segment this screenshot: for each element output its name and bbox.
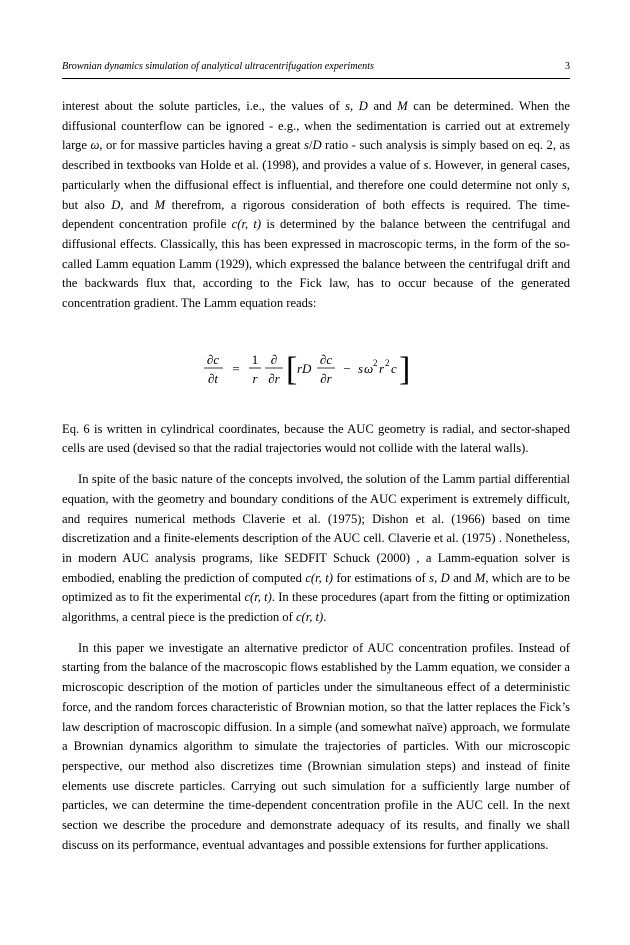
- frac3-denominator: ∂r: [320, 370, 332, 386]
- text-run: ,: [434, 570, 441, 585]
- text-run: D: [358, 99, 368, 113]
- text-run: s: [429, 570, 435, 585]
- text-run: ratio - such analysis is simply based on eq. 2, as described in textbooks van Holde et al. (1998), and provides a value of: [62, 138, 570, 173]
- running-header: [62, 60, 570, 74]
- term-omega: ω: [364, 360, 374, 376]
- text-run: D: [312, 138, 322, 153]
- text-run: ω: [90, 138, 100, 153]
- paragraph-3: [62, 470, 570, 628]
- text-run: s: [561, 177, 567, 192]
- header-rule: [62, 78, 570, 79]
- paragraph-2: Eq. 6 is written in cylindrical coordinates, because the AUC geometry is radial, and sector-shaped cells are used (devised so that the radial trajectories would not collide with the lateral walls).: [62, 421, 570, 456]
- exponent-r: 2: [385, 357, 390, 368]
- text-run: s: [423, 158, 429, 173]
- text-run: , and: [120, 197, 155, 212]
- page-number: 3: [564, 61, 570, 72]
- open-bracket: [: [286, 350, 298, 388]
- text-run: c(r, t): [305, 570, 333, 585]
- frac2-denominator: ∂r: [268, 370, 280, 386]
- equals-sign: =: [232, 360, 240, 376]
- text-run: M: [474, 570, 486, 585]
- text-run: c(r, t): [231, 217, 262, 232]
- text-run: and: [449, 570, 475, 585]
- text-run: D: [440, 570, 450, 585]
- text-run: M: [154, 197, 166, 212]
- term-c: c: [391, 360, 397, 376]
- text-run: s: [304, 138, 309, 153]
- text-run: .: [323, 610, 327, 625]
- text-run: /: [308, 138, 313, 153]
- text-run: is determined by the balance between the centrifugal and diffusional effects. Classically, this has been expressed in macroscopic terms, in the form of the so-called Lamm equation Lamm (1929), which expressed the balance between the centrifugal drift and the backwards flux that, according to the Fick law, has to occur because of the generated concentration gradient. The Lamm equation reads:: [62, 217, 570, 311]
- text-run: interest about the solute particles, i.e., the values of: [62, 99, 346, 113]
- text-run: , but also: [62, 177, 570, 212]
- text-run: , or for massive particles having a great: [99, 138, 305, 153]
- text-run: c(r, t): [244, 590, 272, 605]
- frac3-numerator: ∂c: [319, 351, 333, 367]
- text-run: ,: [350, 99, 359, 113]
- text-run: . However, in general cases, particularly when the diffusional effect is influential, and therefore one could determine not only: [62, 158, 570, 192]
- text-run: . In these procedures (apart from the fitting or optimization algorithms, a central piece is the prediction of: [62, 590, 570, 625]
- text-run: therefrom, a rigorous consideration of both effects is required. The time-dependent concentration profile: [62, 197, 570, 232]
- text-run: c(r, t): [295, 610, 324, 625]
- text-run: and: [367, 99, 398, 113]
- text-run: M: [397, 99, 408, 113]
- exponent-omega: 2: [373, 357, 378, 368]
- close-bracket: ]: [399, 350, 411, 388]
- equation-graphic: [192, 314, 432, 420]
- frac1-denominator: r: [252, 370, 258, 386]
- paragraph-4: In this paper we investigate an alternative predictor of AUC concentration profiles. Instead of starting from the balance of the macroscopic flows established by the Lamm equation, we consider a microscopic description of the motion of particles under the simultaneous effect of a deterministic force, and the random forces characteristic of Brownian motion, so that the latter replaces the Fick’s law description of macroscopic diffusion. In a simple (and somewhat naïve) approach, we formulate a Brownian dynamics algorithm to simulate the trajectories of particles. With our microscopic perspective, our method also discretizes time (Brownian simulation steps) and instead of finite elements use discrete particles. Carrying out such simulation for a sufficiently large number of particles, we can determine the time-dependent concentration profile in the AUC cell. In the next section we describe the procedure and demonstrate adequacy of its results, and finally we shall discuss on its performance, eventual advantages and possible extensions for further applications.: [62, 640, 570, 852]
- lhs-denominator: ∂t: [207, 370, 219, 386]
- paragraph-1: [62, 97, 570, 314]
- text-run: D: [111, 197, 121, 212]
- minus-sign: −: [343, 360, 351, 376]
- text-run: s: [345, 99, 351, 113]
- body-text: [62, 97, 570, 856]
- term-s: s: [358, 360, 364, 376]
- text-run: In spite of the basic nature of the concepts involved, the solution of the Lamm partial differential equation, with the geometry and boundary conditions of the AUC experiment is extremely difficult, and requires numerical methods Claverie et al. (1975); Dishon et al. (1966) based on time discretization and a finite-elements description of the AUC cell. Claverie et al. (1975) . Nonetheless, in modern AUC analysis programs, like SEDFIT Schuck (2000) , a Lamm-equation solver is embodied, enabling the prediction of computed: [62, 472, 570, 585]
- term-r: r: [379, 360, 385, 376]
- text-run: can be determined. When the diffusional counterflow can be ignored - e.g., when the sedimentation is carried out at extremely large: [62, 99, 570, 153]
- text-run: , which are to be optimized as to fit the experimental: [62, 570, 571, 605]
- lamm-equation: [62, 314, 570, 420]
- term-rD: rD: [297, 360, 312, 376]
- frac1-numerator: 1: [251, 351, 259, 367]
- text-run: for estimations of: [332, 570, 430, 585]
- lhs-numerator: ∂c: [206, 351, 220, 367]
- frac2-numerator: ∂: [270, 351, 278, 367]
- running-title: Brownian dynamics simulation of analytical ultracentrifugation experiments: [62, 61, 375, 72]
